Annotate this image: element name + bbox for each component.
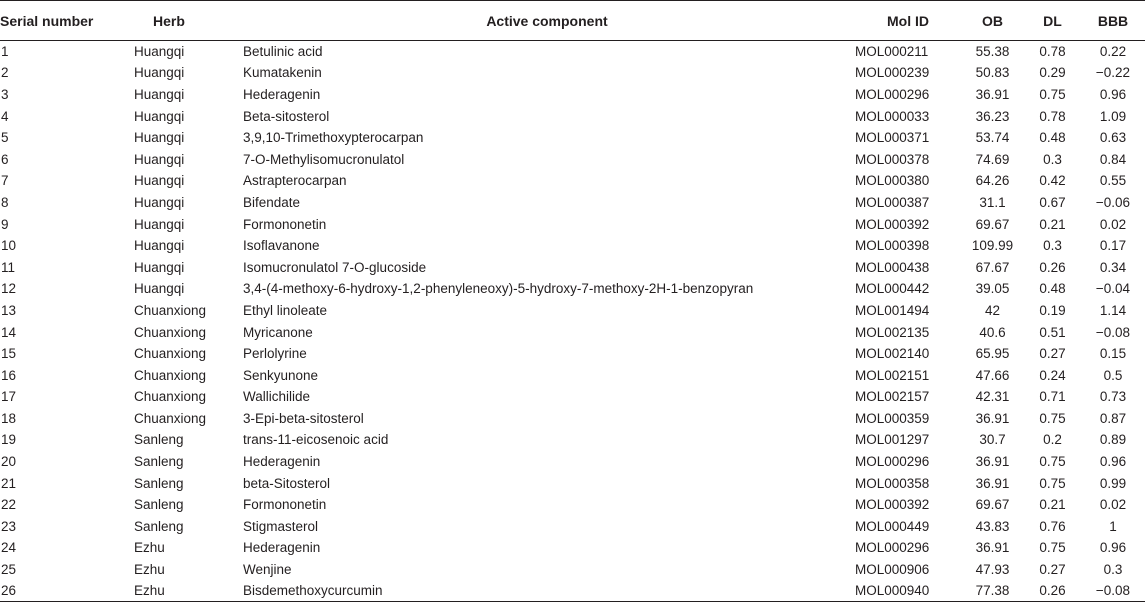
cell-herb: Ezhu <box>134 540 165 556</box>
cell-active-component: Isoflavanone <box>243 238 320 254</box>
cell-herb: Sanleng <box>134 454 184 470</box>
cell-serial-number: 21 <box>1 475 17 491</box>
cell-mol-id: MOL000940 <box>851 580 961 602</box>
cell-serial-number: 13 <box>1 302 17 318</box>
cell-mol-id: MOL000296 <box>855 86 930 102</box>
cell-active-component: Astrapterocarpan <box>243 173 347 189</box>
cell-active-component: 3-Epi-beta-sitosterol <box>243 410 364 426</box>
cell-ob: 47.93 <box>975 562 1010 578</box>
cell-serial-number: 24 <box>1 540 17 556</box>
table-row <box>0 516 1145 538</box>
cell-active-component: Hederagenin <box>243 86 321 102</box>
cell-ob: 47.66 <box>975 367 1010 383</box>
cell-ob: 69.67 <box>975 497 1010 513</box>
cell-herb: Huangqi <box>134 86 185 102</box>
cell-active-component: Bisdemethoxycurcumin <box>241 580 851 602</box>
table-row <box>0 300 1145 322</box>
cell-bbb: 1.14 <box>1099 302 1127 318</box>
cell-active-component: Formononetin <box>243 216 327 232</box>
cell-herb: Huangqi <box>134 281 185 297</box>
cell-active-component: Senkyunone <box>243 367 319 383</box>
cell-bbb: 0.34 <box>1099 259 1127 275</box>
cell-serial-number: 6 <box>1 151 9 167</box>
cell-mol-id: MOL002157 <box>855 389 930 405</box>
cell-serial-number: 9 <box>1 216 9 232</box>
cell-bbb: 0.96 <box>1099 86 1127 102</box>
cell-herb: Ezhu <box>133 580 241 602</box>
cell-bbb: 1 <box>1109 518 1117 534</box>
cell-herb: Huangqi <box>134 65 185 81</box>
cell-active-component: Beta-sitosterol <box>243 108 330 124</box>
header-herb: Herb <box>133 1 241 41</box>
cell-dl: 0.42 <box>1039 173 1066 189</box>
header-serial-number: Serial number <box>0 1 133 41</box>
cell-ob: 77.38 <box>961 580 1024 602</box>
table-row <box>0 451 1145 473</box>
cell-bbb: 0.73 <box>1099 389 1127 405</box>
cell-mol-id: MOL000438 <box>855 259 930 275</box>
cell-serial-number: 2 <box>1 65 9 81</box>
cell-ob: 36.91 <box>975 454 1010 470</box>
cell-bbb: 0.02 <box>1099 497 1127 513</box>
cell-serial-number: 5 <box>1 130 9 146</box>
cell-mol-id: MOL000033 <box>855 108 930 124</box>
cell-ob: 55.38 <box>975 44 1010 60</box>
table-row <box>0 386 1145 408</box>
cell-dl: 0.21 <box>1039 216 1066 232</box>
cell-bbb: 0.89 <box>1099 432 1127 448</box>
cell-bbb: 0.87 <box>1099 410 1127 426</box>
cell-serial-number: 14 <box>1 324 17 340</box>
cell-dl: 0.19 <box>1039 302 1066 318</box>
cell-mol-id: MOL002151 <box>855 367 930 383</box>
table-row <box>0 580 1145 602</box>
cell-serial-number: 26 <box>0 580 133 602</box>
cell-bbb: 0.55 <box>1099 173 1127 189</box>
cell-dl: 0.27 <box>1039 346 1066 362</box>
cell-herb: Ezhu <box>134 562 165 578</box>
cell-active-component: Betulinic acid <box>243 44 323 60</box>
cell-bbb: 0.17 <box>1099 238 1127 254</box>
cell-herb: Chuanxiong <box>134 367 207 383</box>
cell-herb: Chuanxiong <box>134 324 207 340</box>
cell-mol-id: MOL001494 <box>855 302 930 318</box>
cell-serial-number: 12 <box>1 281 17 297</box>
cell-mol-id: MOL000239 <box>855 65 930 81</box>
table-row <box>0 105 1145 127</box>
table-row <box>0 170 1145 192</box>
cell-bbb: 0.99 <box>1099 475 1127 491</box>
table-row <box>0 127 1145 149</box>
table-row <box>0 84 1145 106</box>
cell-ob: 109.99 <box>971 238 1014 254</box>
cell-herb: Chuanxiong <box>134 410 207 426</box>
cell-herb: Sanleng <box>134 497 184 513</box>
cell-mol-id: MOL002135 <box>855 324 930 340</box>
header-active-component: Active component <box>241 1 851 41</box>
cell-serial-number: 22 <box>1 497 17 513</box>
table-row <box>0 62 1145 84</box>
cell-ob: 30.7 <box>979 432 1006 448</box>
cell-herb: Huangqi <box>134 238 185 254</box>
cell-herb: Sanleng <box>134 432 184 448</box>
cell-serial-number: 18 <box>1 410 17 426</box>
cell-active-component: Formononetin <box>243 497 327 513</box>
cell-ob: 67.67 <box>975 259 1010 275</box>
cell-bbb: −0.22 <box>1095 65 1131 81</box>
cell-herb: Huangqi <box>134 259 185 275</box>
cell-active-component: Kumatakenin <box>243 65 322 81</box>
cell-ob: 53.74 <box>975 130 1010 146</box>
cell-ob: 69.67 <box>975 216 1010 232</box>
cell-dl: 0.26 <box>1024 580 1081 602</box>
cell-active-component: trans-11-eicosenoic acid <box>243 432 389 448</box>
cell-active-component: Wenjine <box>243 562 292 578</box>
cell-active-component: Myricanone <box>243 324 313 340</box>
table-row <box>0 408 1145 430</box>
cell-herb: Chuanxiong <box>134 302 207 318</box>
table-row <box>0 192 1145 214</box>
cell-mol-id: MOL000296 <box>855 454 930 470</box>
cell-mol-id: MOL000398 <box>855 238 930 254</box>
cell-herb: Chuanxiong <box>134 389 207 405</box>
cell-dl: 0.48 <box>1039 281 1066 297</box>
cell-ob: 43.83 <box>975 518 1010 534</box>
cell-active-component: Bifendate <box>243 194 301 210</box>
cell-dl: 0.71 <box>1039 389 1066 405</box>
table-row <box>0 278 1145 300</box>
cell-mol-id: MOL000392 <box>855 497 930 513</box>
cell-mol-id: MOL001297 <box>855 432 930 448</box>
cell-serial-number: 7 <box>1 173 9 189</box>
header-mol-id: Mol ID <box>851 1 961 41</box>
cell-herb: Sanleng <box>134 475 184 491</box>
cell-serial-number: 3 <box>1 86 9 102</box>
cell-herb: Huangqi <box>134 173 185 189</box>
cell-bbb: −0.04 <box>1095 281 1131 297</box>
cell-dl: 0.75 <box>1039 540 1066 556</box>
cell-serial-number: 16 <box>1 367 17 383</box>
cell-ob: 36.23 <box>975 108 1010 124</box>
cell-serial-number: 15 <box>1 346 17 362</box>
table-row <box>0 429 1145 451</box>
cell-ob: 50.83 <box>975 65 1010 81</box>
cell-mol-id: MOL000296 <box>855 540 930 556</box>
cell-herb: Huangqi <box>134 216 185 232</box>
cell-serial-number: 1 <box>1 44 9 60</box>
table-row <box>0 256 1145 278</box>
cell-ob: 39.05 <box>975 281 1010 297</box>
cell-dl: 0.75 <box>1039 475 1066 491</box>
cell-serial-number: 8 <box>1 194 9 210</box>
cell-mol-id: MOL000211 <box>855 44 929 60</box>
cell-dl: 0.21 <box>1039 497 1066 513</box>
cell-bbb: 0.96 <box>1099 454 1127 470</box>
cell-bbb: 0.02 <box>1099 216 1127 232</box>
cell-dl: 0.78 <box>1039 44 1066 60</box>
cell-herb: Huangqi <box>134 108 185 124</box>
cell-ob: 36.91 <box>975 475 1010 491</box>
cell-active-component: 7-O-Methylisomucronulatol <box>243 151 405 167</box>
table-header <box>0 1 1145 41</box>
cell-herb: Huangqi <box>134 44 185 60</box>
cell-mol-id: MOL000378 <box>855 151 930 167</box>
cell-dl: 0.67 <box>1039 194 1066 210</box>
cell-serial-number: 4 <box>1 108 9 124</box>
cell-serial-number: 10 <box>1 238 17 254</box>
cell-bbb: 1.09 <box>1099 108 1127 124</box>
cell-mol-id: MOL000359 <box>855 410 930 426</box>
cell-bbb: 0.5 <box>1103 367 1123 383</box>
cell-dl: 0.75 <box>1039 86 1066 102</box>
cell-dl: 0.26 <box>1039 259 1066 275</box>
cell-ob: 42 <box>984 302 1001 318</box>
cell-serial-number: 23 <box>1 518 17 534</box>
cell-dl: 0.51 <box>1039 324 1066 340</box>
cell-dl: 0.76 <box>1039 518 1066 534</box>
cell-dl: 0.78 <box>1039 108 1066 124</box>
cell-active-component: Stigmasterol <box>243 518 319 534</box>
cell-active-component: 3,9,10-Trimethoxypterocarpan <box>243 130 424 146</box>
header-dl: DL <box>1024 1 1081 41</box>
cell-serial-number: 19 <box>1 432 17 448</box>
cell-dl: 0.2 <box>1043 432 1062 448</box>
cell-serial-number: 17 <box>1 389 17 405</box>
cell-herb: Huangqi <box>134 194 185 210</box>
table-row <box>0 321 1145 343</box>
table-body <box>0 41 1145 602</box>
cell-mol-id: MOL000449 <box>855 518 930 534</box>
cell-herb: Chuanxiong <box>134 346 207 362</box>
cell-active-component: Isomucronulatol 7-O-glucoside <box>243 259 427 275</box>
cell-dl: 0.3 <box>1043 238 1062 254</box>
cell-ob: 40.6 <box>979 324 1006 340</box>
cell-herb: Sanleng <box>134 518 184 534</box>
cell-ob: 42.31 <box>975 389 1010 405</box>
cell-ob: 64.26 <box>975 173 1010 189</box>
cell-bbb: −0.08 <box>1081 580 1145 602</box>
cell-mol-id: MOL000442 <box>855 281 930 297</box>
cell-ob: 74.69 <box>975 151 1010 167</box>
cell-bbb: 0.15 <box>1099 346 1127 362</box>
cell-dl: 0.27 <box>1039 562 1066 578</box>
table-row <box>0 494 1145 516</box>
cell-dl: 0.48 <box>1039 130 1066 146</box>
cell-mol-id: MOL000392 <box>855 216 930 232</box>
table-row <box>0 343 1145 365</box>
cell-ob: 65.95 <box>975 346 1010 362</box>
cell-mol-id: MOL000371 <box>855 130 930 146</box>
cell-mol-id: MOL000380 <box>855 173 930 189</box>
cell-mol-id: MOL002140 <box>855 346 930 362</box>
cell-active-component: Perlolyrine <box>243 346 307 362</box>
header-bbb: BBB <box>1081 1 1145 41</box>
cell-bbb: −0.08 <box>1095 324 1131 340</box>
cell-active-component: Ethyl linoleate <box>243 302 328 318</box>
cell-bbb: −0.06 <box>1095 194 1131 210</box>
cell-bbb: 0.96 <box>1099 540 1127 556</box>
cell-active-component: beta-Sitosterol <box>243 475 331 491</box>
cell-serial-number: 11 <box>1 259 16 275</box>
cell-mol-id: MOL000358 <box>855 475 930 491</box>
cell-mol-id: MOL000387 <box>855 194 930 210</box>
cell-active-component: Hederagenin <box>243 454 321 470</box>
cell-ob: 36.91 <box>975 410 1010 426</box>
table-row <box>0 41 1145 63</box>
table-row <box>0 364 1145 386</box>
table-row <box>0 537 1145 559</box>
table-row <box>0 472 1145 494</box>
cell-bbb: 0.84 <box>1099 151 1127 167</box>
cell-herb: Huangqi <box>134 130 185 146</box>
cell-dl: 0.24 <box>1039 367 1066 383</box>
cell-ob: 36.91 <box>975 540 1010 556</box>
cell-dl: 0.3 <box>1043 151 1062 167</box>
cell-serial-number: 25 <box>1 562 17 578</box>
cell-dl: 0.29 <box>1039 65 1066 81</box>
table-row <box>0 235 1145 257</box>
cell-bbb: 0.3 <box>1103 562 1123 578</box>
cell-active-component: Hederagenin <box>243 540 321 556</box>
cell-ob: 31.1 <box>979 194 1006 210</box>
table-row <box>0 559 1145 581</box>
cell-active-component: Wallichilide <box>243 389 311 405</box>
table-row <box>0 213 1145 235</box>
table-row <box>0 148 1145 170</box>
cell-serial-number: 20 <box>1 454 17 470</box>
header-row <box>0 1 1145 41</box>
cell-bbb: 0.22 <box>1099 44 1127 60</box>
cell-ob: 36.91 <box>975 86 1010 102</box>
cell-dl: 0.75 <box>1039 410 1066 426</box>
cell-herb: Huangqi <box>134 151 185 167</box>
cell-active-component: 3,4-(4-methoxy-6-hydroxy-1,2-phenyleneoxy)-5-hydroxy-7-methoxy-2H-1-benzopyran <box>243 281 754 297</box>
cell-mol-id: MOL000906 <box>855 562 930 578</box>
cell-dl: 0.75 <box>1039 454 1066 470</box>
cell-bbb: 0.63 <box>1099 130 1127 146</box>
header-ob: OB <box>961 1 1024 41</box>
